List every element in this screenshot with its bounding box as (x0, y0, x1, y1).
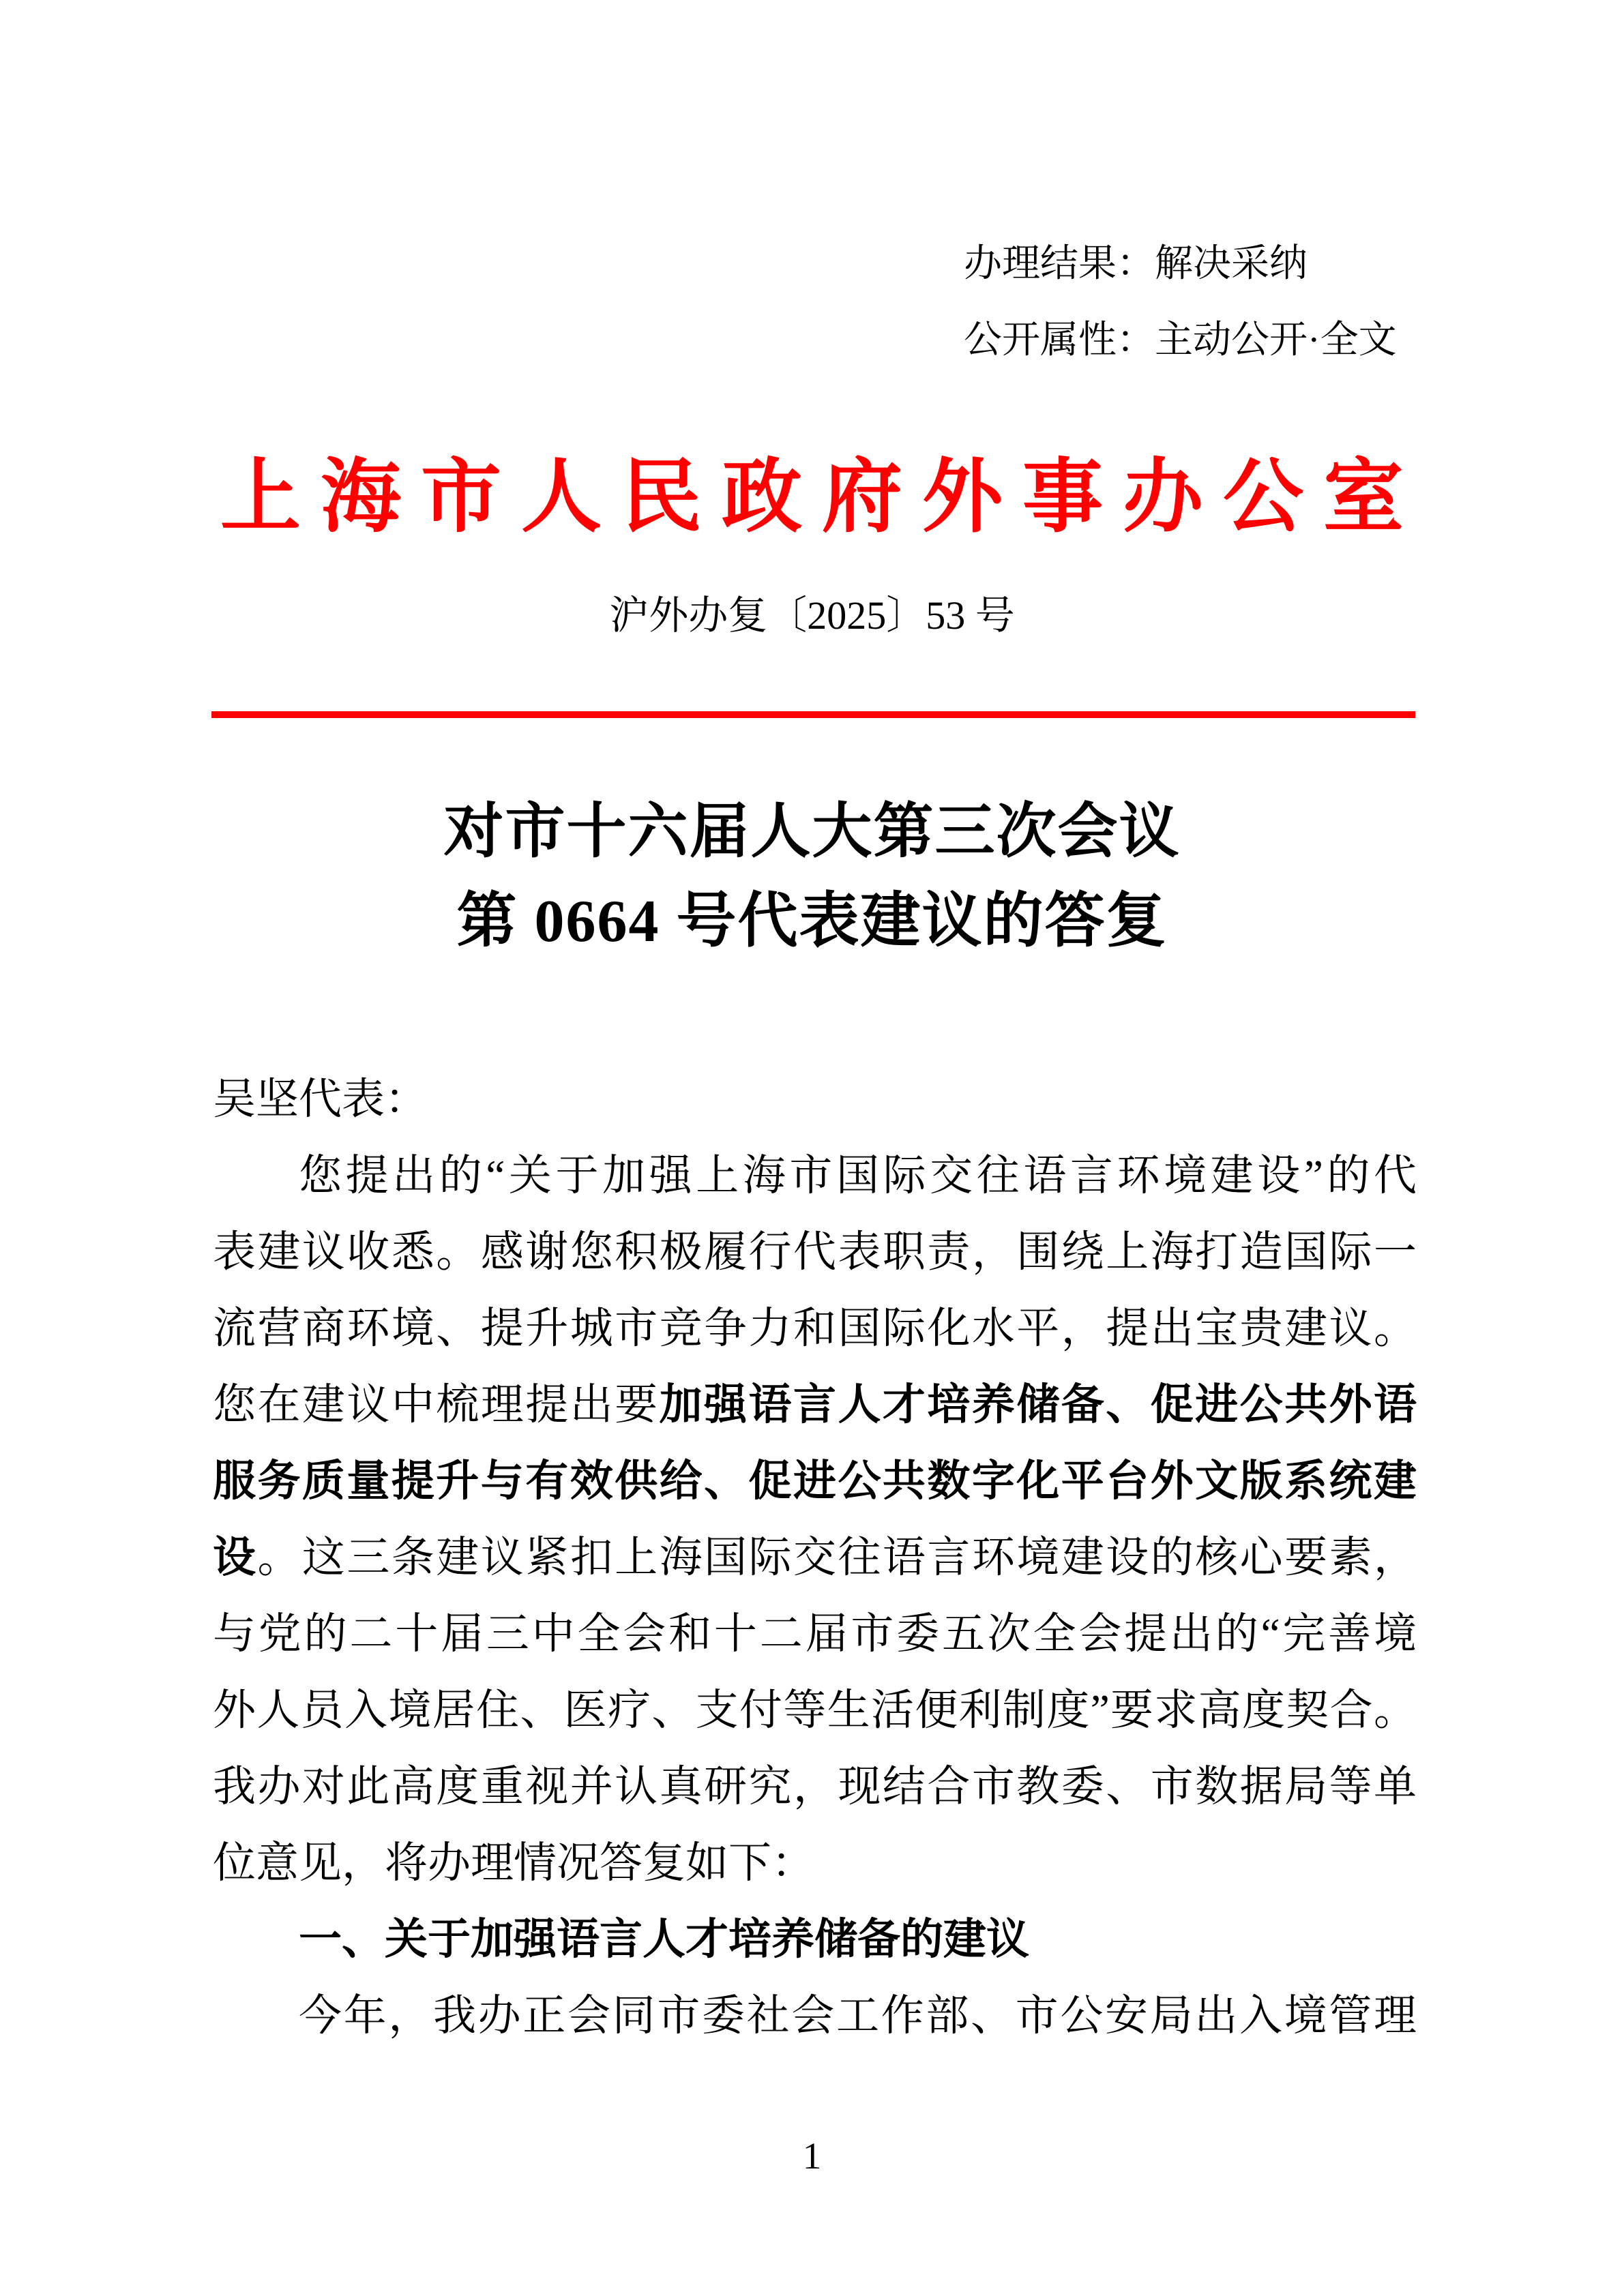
bold-text-segment: 一、关于加强语言人才培养储备的建议 (299, 1915, 1029, 1963)
text-segment: 吴坚代表： (213, 1075, 428, 1123)
body-line (213, 1137, 1417, 1214)
text-segment: 位意见，将办理情况答复如下： (213, 1839, 814, 1887)
body-line (213, 1367, 1417, 1443)
page-number: 1 (802, 2135, 822, 2177)
body-line (213, 1443, 1417, 1519)
body-line (213, 1596, 1417, 1672)
bold-text-segment: 服务质量提升与有效供给、促进公共数字化平台外文版系统建 (213, 1457, 1417, 1505)
text-segment: 您在建议中梳理提出要 (213, 1381, 660, 1429)
body-line (213, 1748, 1417, 1825)
document-title-line1: 对市十六届人大第三次会议 (443, 799, 1181, 865)
document-title (0, 788, 1624, 966)
text-segment: 表建议收悉。感谢您积极履行代表职责，围绕上海打造国际一 (213, 1228, 1417, 1276)
document-title-line2: 第 0664 号代表建议的答复 (456, 889, 1168, 955)
text-segment: 。这三条建议紧扣上海国际交往语言环境建设的核心要素， (257, 1534, 1417, 1581)
text-segment: 我办对此高度重视并认真研究，现结合市教委、市数据局等单 (213, 1763, 1417, 1810)
section-heading (213, 1901, 1417, 1978)
body-line (213, 1214, 1417, 1290)
red-divider-line (211, 711, 1415, 718)
issuing-agency-title: 上海市人民政府外事办公室 (220, 453, 1423, 542)
body-line (213, 1519, 1417, 1596)
body-text (213, 1061, 1417, 2054)
text-segment: 今年，我办正会同市委社会工作部、市公安局出入境管理 (299, 1992, 1417, 2040)
body-line (213, 1290, 1417, 1367)
header-meta (964, 226, 1397, 378)
bold-text-segment: 加强语言人才培养储备、促进公共外语 (659, 1381, 1417, 1429)
body-line (213, 1672, 1417, 1748)
text-segment: 外人员入境居住、医疗、支付等生活便利制度”要求高度契合。 (213, 1686, 1417, 1734)
body-line (213, 1825, 1417, 1901)
text-segment: 与党的二十届三中全会和十二届市委五次全会提出的“完善境 (213, 1610, 1417, 1658)
bold-text-segment: 设 (213, 1534, 258, 1581)
text-segment: 您提出的“关于加强上海市国际交往语言环境建设”的代 (299, 1152, 1417, 1199)
disclosure-attribute: 公开属性：主动公开·全文 (964, 319, 1397, 361)
body-line (213, 1061, 1417, 1137)
body-line (213, 1978, 1417, 2054)
handling-result: 办理结果：解决采纳 (964, 243, 1308, 285)
document-number: 沪外办复〔2025〕53 号 (609, 593, 1015, 638)
text-segment: 流营商环境、提升城市竞争力和国际化水平，提出宝贵建议。 (213, 1304, 1417, 1352)
